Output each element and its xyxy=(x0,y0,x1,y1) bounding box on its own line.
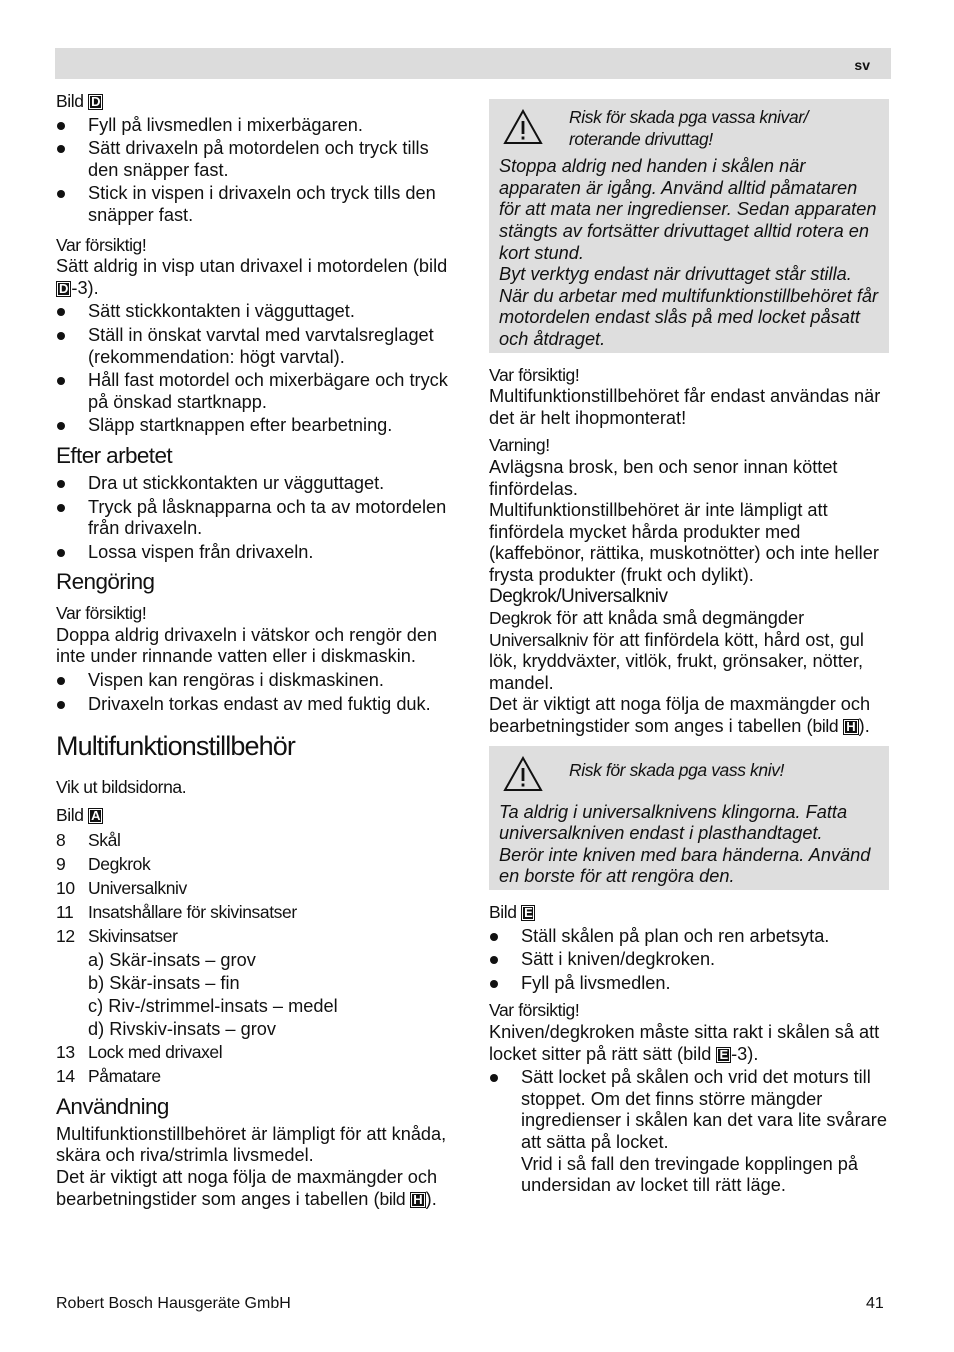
hard-products-text: Multifunktionstillbehöret är inte lämpligt att finfördela mycket hårda produkter med (kaffebönor, rättika, muskotnötter) och inte heller frysta produkter (frukt och dylikt). xyxy=(489,500,879,585)
list-item: Tryck på låsknapparna och ta av motordelen från drivaxeln. xyxy=(56,497,464,540)
list-item: Drivaxeln torkas endast av med fuktig duk. xyxy=(56,694,464,716)
after-work-list xyxy=(56,473,464,563)
caution-text: Kniven/degkroken måste sitta rakt i skålen så att locket sitter på rätt sätt (bild E -3). xyxy=(489,1021,880,1064)
warning-body: Avlägsna brosk, ben och senor innan köttet finfördelas. xyxy=(489,456,838,499)
figure-ref-d: Bild D xyxy=(56,91,464,113)
caution-title: Var försiktig! xyxy=(56,603,147,624)
warning-text: Berör inte kniven med bara händerna. Använd en borste för att rengöra den. xyxy=(499,844,871,887)
sub-part: b) Skär-insats – fin xyxy=(88,972,240,993)
list-item: Fyll på livsmedlen i mixerbägaren. xyxy=(56,115,464,137)
figure-letter-h: H xyxy=(843,719,858,735)
footer-company: Robert Bosch Hausgeräte GmbH xyxy=(56,1295,291,1312)
caution-text: Multifunktionstillbehöret får endast användas när det är helt ihopmonterat! xyxy=(489,386,881,428)
caution-title: Var försiktig! xyxy=(489,1000,580,1021)
list-item: Håll fast motordel och mixerbägare och tryck på önskad startknapp. xyxy=(56,370,464,413)
section-heading-after-work: Efter arbetet xyxy=(56,442,173,468)
universalkniv-text: Universalkniv för att finfördela kött, hård ost, gul lök, kryddväxter, vitlök, frukt, grönsaker, nötter, mandel. xyxy=(489,629,864,693)
warning-title: Risk för skada pga vass kniv! xyxy=(569,759,785,780)
section-heading-cleaning: Rengöring xyxy=(56,569,155,595)
list-item: Ställ in önskat varvtal med varvtalsreglaget (rekommendation: högt varvtal). xyxy=(56,325,464,368)
right-column xyxy=(489,91,889,1201)
steps-d-list xyxy=(56,115,464,227)
list-item: Sätt drivaxeln på motordelen och tryck tills den snäpper fast. xyxy=(56,138,464,181)
list-item: 12 Skivinsatser xyxy=(56,926,178,946)
list-item: Dra ut stickkontakten ur vägguttaget. xyxy=(56,473,464,495)
figure-letter-e: E xyxy=(521,905,535,921)
list-item: 14 Påmatare xyxy=(56,1066,161,1087)
caution-text: Doppa aldrig drivaxeln i vätskor och rengör den inte under rinnande vatten eller i diskmaskin. xyxy=(56,624,438,667)
warning-title: Risk för skada pga vassa knivar/ roterande drivuttag! xyxy=(569,107,809,149)
sub-part: c) Riv-/strimmel-insats – medel xyxy=(88,996,338,1017)
warning-box-knife xyxy=(489,746,889,890)
fold-instruction: Vik ut bildsidorna. xyxy=(56,777,187,798)
list-item: 8 Skål xyxy=(56,830,121,851)
sub-part: d) Rivskiv-insats – grov xyxy=(88,1019,276,1040)
figure-ref-a: Bild A xyxy=(56,805,464,827)
figure-ref-e: Bild E xyxy=(489,902,889,924)
list-item: Stick in vispen i drivaxeln och tryck tills den snäpper fast. xyxy=(56,183,464,226)
warning-label: Varning! xyxy=(489,435,550,456)
warning-text: Byt verktyg endast när drivuttaget står stilla. xyxy=(499,264,852,285)
lid-steps-list xyxy=(489,1067,889,1197)
figure-letter-d: D xyxy=(56,281,71,297)
figure-letter-d: D xyxy=(88,94,103,110)
table-reference-text: Det är viktigt att noga följa de maxmängder och bearbetningstider som anges i tabellen (bild H ). xyxy=(489,694,871,737)
parts-list xyxy=(56,830,464,947)
warning-triangle-icon xyxy=(503,109,543,145)
tools-heading: Degkrok/Universalkniv xyxy=(489,586,668,608)
list-item: 9 Degkrok xyxy=(56,854,151,875)
figure-letter-e: E xyxy=(716,1047,731,1063)
list-item: Släpp startknappen efter bearbetning. xyxy=(56,415,464,437)
list-item: 11 Insatshållare för skivinsatser xyxy=(56,902,297,923)
list-item: Ställ skålen på plan och ren arbetsyta. xyxy=(489,926,889,948)
list-item: Fyll på livsmedlen. xyxy=(489,973,889,995)
caution-title: Var försiktig! xyxy=(56,234,147,255)
figure-letter-h: H xyxy=(410,1192,425,1208)
list-item: 13 Lock med drivaxel xyxy=(56,1042,223,1063)
degkrok-text: Degkrok för att knåda små degmängder xyxy=(489,608,805,629)
list-item: Sätt stickkontakten i vägguttaget. xyxy=(56,301,464,323)
list-item: 10 Universalkniv xyxy=(56,878,187,899)
usage-text: Multifunktionstillbehöret är lämpligt för att knåda, skära och riva/strimla livsmedel. xyxy=(56,1123,447,1166)
list-item: Vispen kan rengöras i diskmaskinen. xyxy=(56,670,464,692)
language-code: sv xyxy=(854,57,870,73)
steps-d2-list xyxy=(56,301,464,437)
header-bar xyxy=(55,48,891,79)
sub-part: a) Skär-insats – grov xyxy=(88,949,256,970)
cleaning-list xyxy=(56,670,464,715)
warning-text: Ta aldrig i universalknivens klingorna. Fatta universalkniven endast i plasthandtaget. xyxy=(499,801,848,844)
figure-letter-a: A xyxy=(88,808,103,824)
parts-list-2 xyxy=(56,1042,464,1087)
list-item: Sätt locket på skålen och vrid det moturs till stoppet. Om det finns större mängder ingredienser i skålen kan det vara lite svårare att sätta på locket. Vrid i så fall den trevingade kopplingen på undersidan av locket till rätt läge. xyxy=(489,1067,889,1197)
warning-triangle-icon xyxy=(503,756,543,792)
section-heading-multi: Multifunktionstillbehör xyxy=(56,731,295,762)
section-heading-usage: Användning xyxy=(56,1093,169,1119)
page-number: 41 xyxy=(866,1295,884,1312)
list-item: Sätt i kniven/degkroken. xyxy=(489,949,889,971)
steps-e-list xyxy=(489,926,889,995)
caution-title: Var försiktig! xyxy=(489,364,580,385)
warning-text: Stoppa aldrig ned handen i skålen när apparaten är igång. Använd alltid påmataren för att mata ner ingredienser. Sedan apparaten stängts av fortsätter drivuttaget alltid rotera en kort stund. xyxy=(499,156,877,263)
warning-text: När du arbetar med multifunktionstillbehöret får motordelen endast slås på med locket påsatt och åtdraget. xyxy=(499,285,879,349)
warning-box-knives xyxy=(489,99,889,353)
caution-text: Sätt aldrig in visp utan drivaxel i motordelen (bild D -3). xyxy=(56,256,448,298)
usage-table-text: Det är viktigt att noga följa de maxmängder och bearbetningstider som anges i tabellen (bild H ). xyxy=(56,1166,438,1209)
list-item: Lossa vispen från drivaxeln. xyxy=(56,542,464,564)
left-column xyxy=(56,91,464,1210)
